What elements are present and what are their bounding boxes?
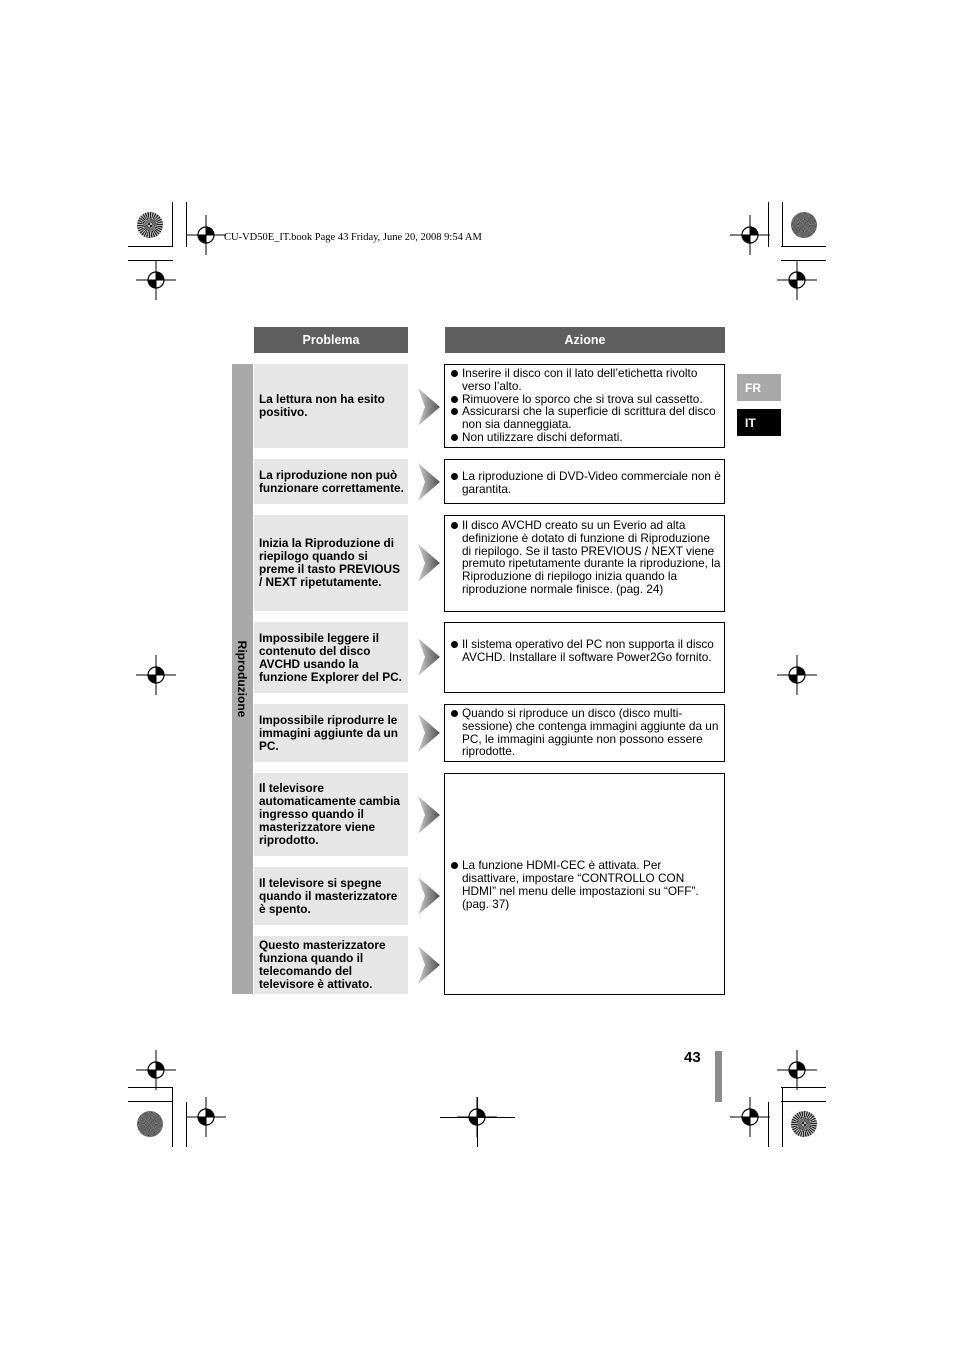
action-item: Rimuovere lo sporco che si trova sul cassetto. [450,393,721,406]
page-number: 43 [684,1049,701,1066]
registration-target-icon [777,1050,817,1090]
registration-target-icon [136,1050,176,1090]
problem-text: Questo masterizzatore funziona quando il telecomando del televisore è attivato. [259,938,386,991]
problem-text: Il televisore si spegne quando il masterizzatore è spento. [259,875,398,916]
problem-cell [254,773,408,856]
registration-target-icon [730,1097,770,1137]
problem-text: La riproduzione non può funzionare correttamente. [259,467,404,495]
registration-target-icon [136,260,176,300]
problem-text: Impossibile riprodurre le immagini aggiunte da un PC. [259,712,398,753]
action-item: Il disco AVCHD creato su un Everio ad alta definizione è dotato di funzione di Riproduzione di riepilogo. Se il tasto PREVIOUS / NEXT viene premuto ripetutamente durante la riproduzione, la Riproduzione di riepilogo inizia quando la riproduzione normale finisce. (pag. 24) [450,519,721,596]
problem-cell [254,459,408,504]
action-item: Quando si riproduce un disco (disco multi-sessione) che contenga immagini aggiunte da un PC, le immagini aggiunte non possono essere riprodotte. [450,707,721,758]
action-column-header: Azione [445,327,725,353]
action-item: Assicurarsi che la superficie di scrittura del disco non sia danneggiata. [450,405,721,431]
problem-cell [254,704,408,762]
arrow-right-icon [416,544,440,582]
color-target-icon [791,1111,817,1137]
language-tab-it: IT [737,409,781,436]
arrow-right-icon [416,388,440,426]
action-item: Inserire il disco con il lato dell’etichetta rivolto verso l’alto. [450,367,721,393]
print-header: CU-VD50E_IT.book Page 43 Friday, June 20, 2008 9:54 AM [224,232,482,243]
language-tab-fr: FR [737,374,781,401]
action-cell [444,459,725,504]
action-item: La riproduzione di DVD-Video commerciale non è garantita. [450,470,721,496]
color-target-icon [137,212,163,238]
problem-cell [254,936,408,994]
arrow-right-icon [416,714,440,752]
action-item: Non utilizzare dischi deformati. [450,431,721,444]
registration-target-icon [186,215,226,255]
action-cell [444,515,725,612]
registration-target-icon [136,655,176,695]
registration-target-icon [777,260,817,300]
arrow-right-icon [416,796,440,834]
arrow-right-icon [416,463,440,501]
problem-column-header: Problema [254,327,408,353]
problem-cell [254,515,408,611]
problem-cell [254,867,408,925]
problem-text: Impossibile leggere il contenuto del disco AVCHD usando la funzione Explorer del PC. [259,630,402,684]
action-cell [444,364,725,448]
page-marker-bar [715,1051,722,1102]
shared-action-cell [444,773,725,995]
section-label: Riproduzione [235,640,249,718]
action-item: La funzione HDMI-CEC è attivata. Per disattivare, impostare “CONTROLLO CON HDMI” nel menu delle impostazioni su “OFF”. (pag. 37) [450,859,721,910]
arrow-right-icon [416,946,440,984]
problem-text: La lettura non ha esito positivo. [259,392,385,419]
arrow-right-icon [416,877,440,915]
registration-target-icon [730,215,770,255]
color-target-icon [137,1111,163,1137]
registration-target-icon [186,1097,226,1137]
arrow-right-icon [416,638,440,676]
action-cell [444,622,725,693]
problem-cell [254,364,408,448]
action-item: Il sistema operativo del PC non supporta il disco AVCHD. Installare il software Power2Go fornito. [450,638,721,664]
problem-text: Inizia la Riproduzione di riepilogo quando si preme il tasto PREVIOUS / NEXT ripetutamente. [259,536,400,589]
color-target-icon [791,212,817,238]
problem-cell [254,622,408,693]
registration-target-icon [777,655,817,695]
action-cell [444,704,725,762]
problem-text: Il televisore automaticamente cambia ingresso quando il masterizzatore viene riprodotto. [259,781,400,847]
